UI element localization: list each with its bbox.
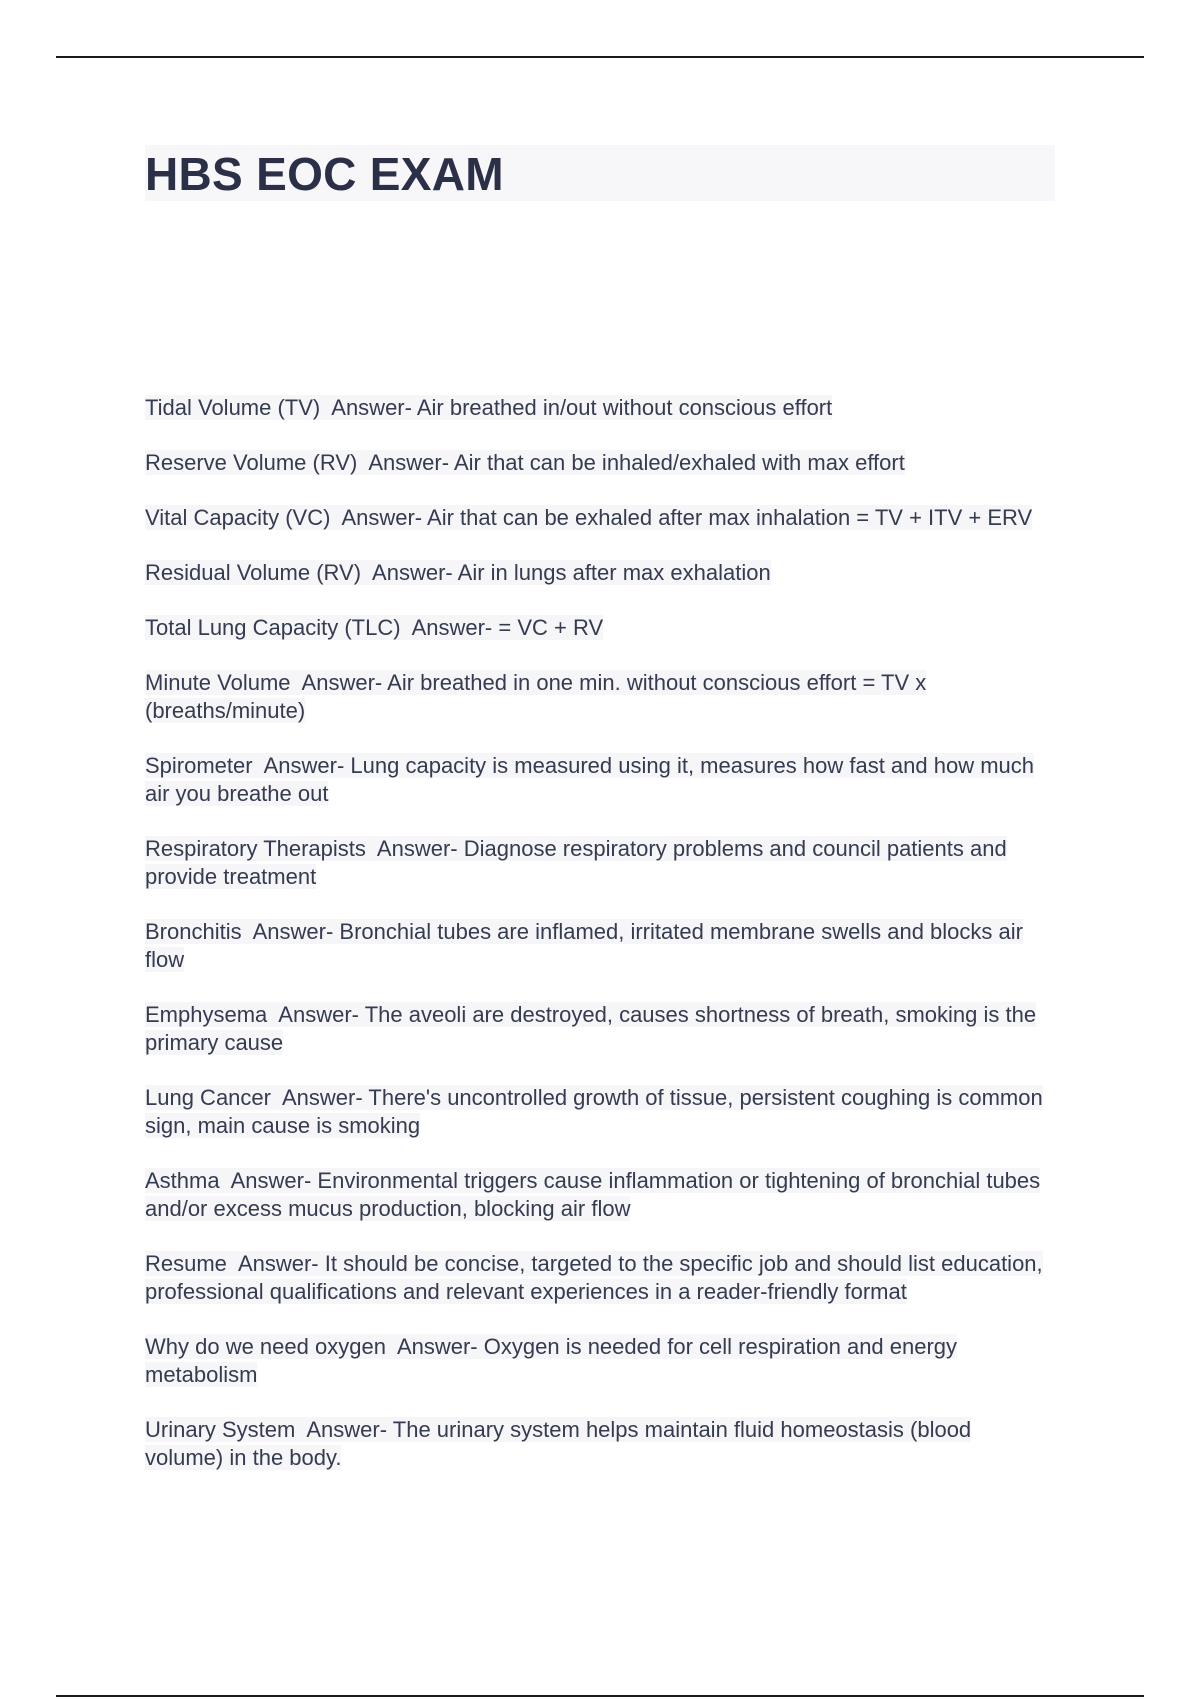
qa-answer: It should be concise, targeted to the specific job and should list education, professional qualifications and relevant experiences in a reader-friendly format — [145, 1251, 1043, 1304]
qa-item-respiratory-therapists — [145, 835, 1055, 891]
qa-answer: Environmental triggers cause inflammation or tightening of bronchial tubes and/or excess mucus production, blocking air flow — [145, 1168, 1041, 1221]
qa-prefix: Answer- — [230, 1168, 312, 1193]
qa-prefix: Answer- — [331, 395, 412, 420]
qa-item-oxygen — [145, 1333, 1055, 1389]
qa-term: Asthma — [145, 1168, 220, 1193]
qa-prefix: Answer- — [263, 753, 345, 778]
qa-term: Spirometer — [145, 753, 253, 778]
qa-item-reserve-volume — [145, 449, 1055, 477]
qa-term: Vital Capacity (VC) — [145, 505, 331, 530]
qa-prefix: Answer- — [411, 615, 493, 640]
qa-item-minute-volume — [145, 669, 1055, 725]
qa-answer: The aveoli are destroyed, causes shortness of breath, smoking is the primary cause — [145, 1002, 1037, 1055]
qa-term: Tidal Volume (TV) — [145, 395, 321, 420]
qa-term: Respiratory Therapists — [145, 836, 366, 861]
qa-answer: Air that can be exhaled after max inhalation = TV + ITV + ERV — [427, 505, 1033, 530]
qa-answer: Air breathed in one min. without conscious effort = TV x (breaths/minute) — [145, 670, 927, 723]
qa-prefix: Answer- — [396, 1334, 478, 1359]
qa-term: Minute Volume — [145, 670, 291, 695]
qa-prefix: Answer- — [368, 450, 450, 475]
qa-answer: The urinary system helps maintain fluid homeostasis (blood volume) in the body. — [145, 1417, 972, 1470]
qa-prefix: Answer- — [301, 670, 383, 695]
qa-list — [145, 394, 1055, 1499]
qa-item-bronchitis — [145, 918, 1055, 974]
qa-answer: There's uncontrolled growth of tissue, persistent coughing is common sign, main cause is smoking — [145, 1085, 1043, 1138]
qa-answer: Air that can be inhaled/exhaled with max effort — [453, 450, 905, 475]
qa-prefix: Answer- — [341, 505, 423, 530]
qa-term: Total Lung Capacity (TLC) — [145, 615, 401, 640]
qa-term: Resume — [145, 1251, 227, 1276]
qa-item-asthma — [145, 1167, 1055, 1223]
qa-answer: Lung capacity is measured using it, measures how fast and how much air you breathe out — [145, 753, 1035, 806]
qa-answer: Oxygen is needed for cell respiration and energy metabolism — [145, 1334, 958, 1387]
top-rule — [56, 56, 1144, 58]
qa-prefix: Answer- — [237, 1251, 319, 1276]
qa-item-total-lung-capacity — [145, 614, 1055, 642]
document-title: HBS EOC EXAM — [145, 148, 504, 200]
qa-term: Emphysema — [145, 1002, 268, 1027]
qa-item-residual-volume — [145, 559, 1055, 587]
qa-item-lung-cancer — [145, 1084, 1055, 1140]
qa-item-vital-capacity — [145, 504, 1055, 532]
qa-item-spirometer — [145, 752, 1055, 808]
qa-term: Lung Cancer — [145, 1085, 271, 1110]
qa-answer: Bronchial tubes are inflamed, irritated membrane swells and blocks air flow — [145, 919, 1023, 972]
qa-term: Why do we need oxygen — [145, 1334, 386, 1359]
qa-prefix: Answer- — [252, 919, 334, 944]
qa-answer: Air breathed in/out without conscious effort — [416, 395, 833, 420]
bottom-rule — [56, 1695, 1144, 1697]
qa-term: Bronchitis — [145, 919, 242, 944]
qa-prefix: Answer- — [372, 560, 453, 585]
qa-answer: = VC + RV — [498, 615, 604, 640]
qa-prefix: Answer- — [282, 1085, 363, 1110]
qa-item-resume — [145, 1250, 1055, 1306]
qa-answer: Diagnose respiratory problems and council patients and provide treatment — [145, 836, 1007, 889]
qa-item-tidal-volume — [145, 394, 1055, 422]
qa-prefix: Answer- — [376, 836, 458, 861]
qa-term: Residual Volume (RV) — [145, 560, 362, 585]
qa-item-urinary-system — [145, 1416, 1055, 1472]
qa-prefix: Answer- — [306, 1417, 388, 1442]
qa-term: Reserve Volume (RV) — [145, 450, 358, 475]
qa-item-emphysema — [145, 1001, 1055, 1057]
qa-answer: Air in lungs after max exhalation — [457, 560, 771, 585]
qa-term: Urinary System — [145, 1417, 296, 1442]
qa-prefix: Answer- — [278, 1002, 359, 1027]
